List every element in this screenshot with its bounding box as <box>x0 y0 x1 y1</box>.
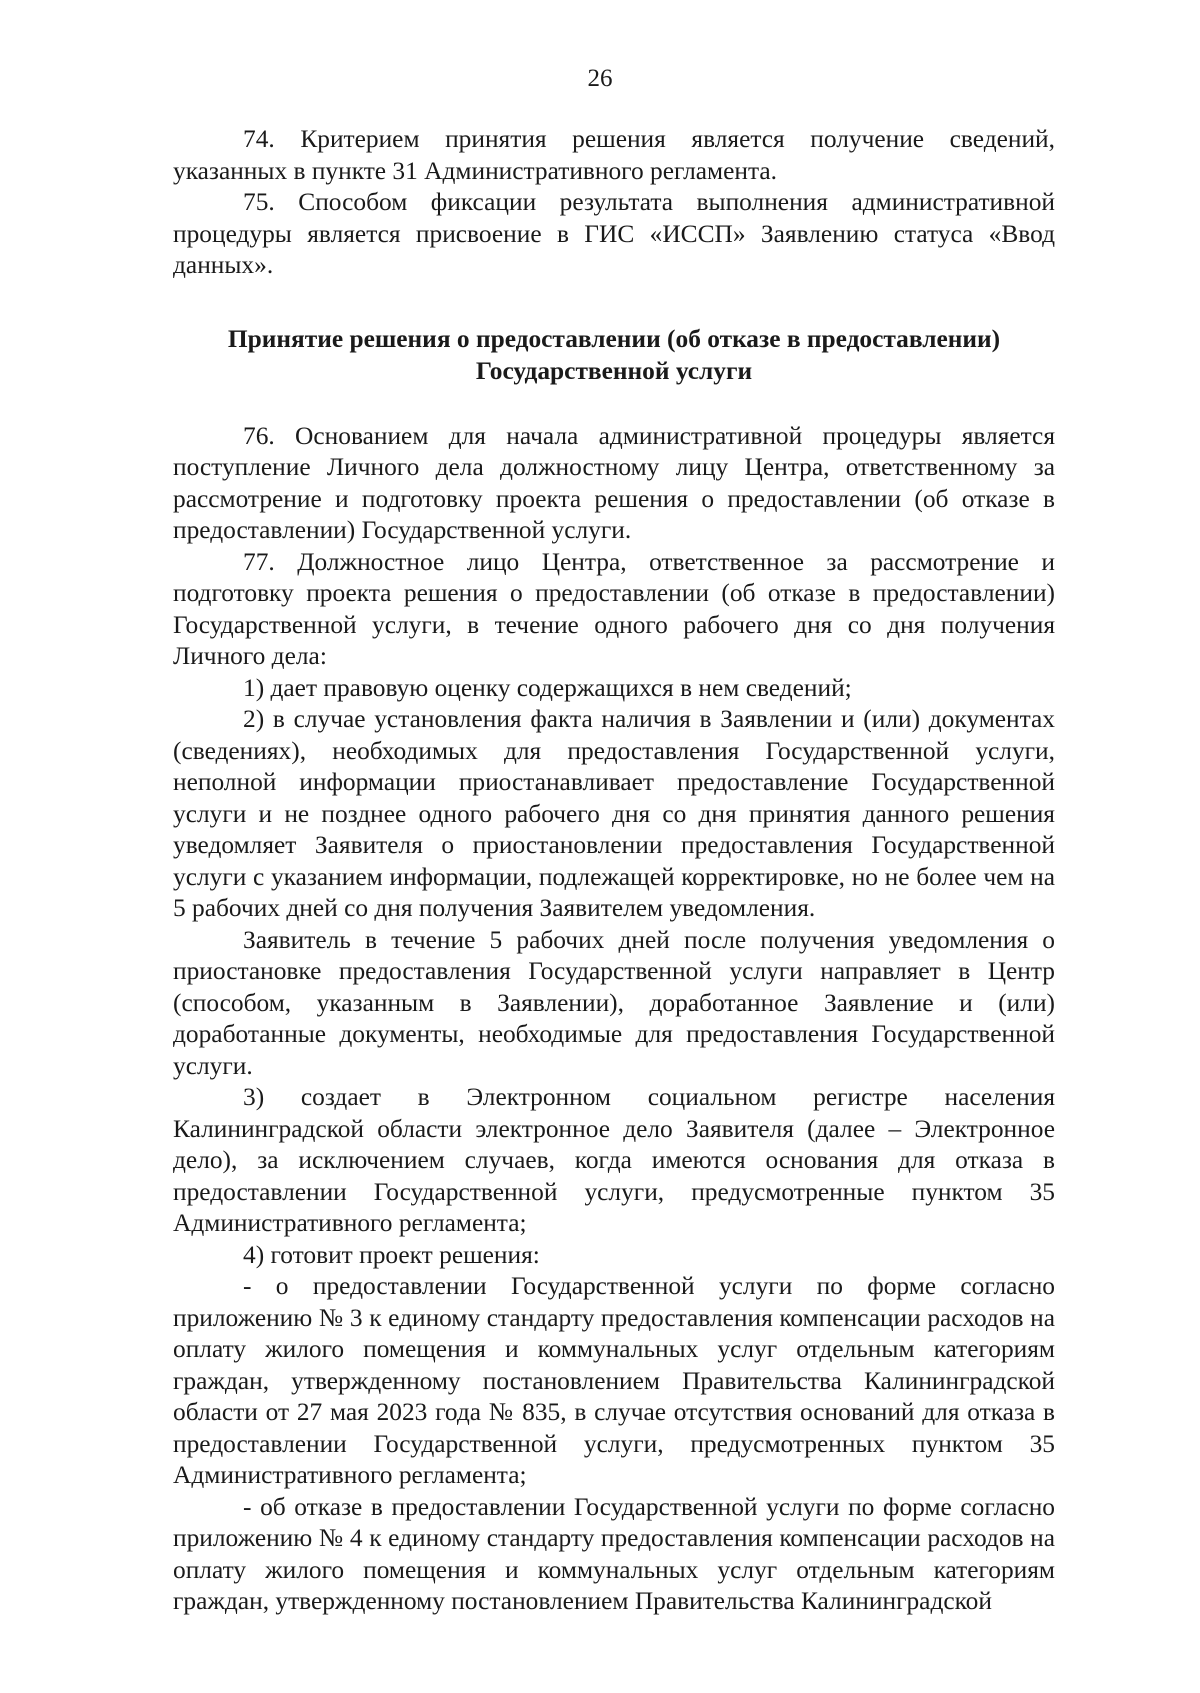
section-heading <box>173 323 1055 387</box>
document-body <box>173 124 1055 1618</box>
section-heading-line-2: Государственной услуги <box>475 356 753 385</box>
list-item-4: 4) готовит проект решения: <box>243 1240 540 1269</box>
paragraph-75: 75. Способом фиксации результата выполнения административной процедуры является присвоение в ГИС «ИССП» Заявлению статуса «Ввод данных». <box>173 188 1055 279</box>
list-item-2: 2) в случае установления факта наличия в Заявлении и (или) документах (сведениях), необходимых для предоставления Государственной услуги, неполной информации приостанавливает предоставление Государственной услуги и не позднее одного рабочего дня со дня принятия данного решения уведомляет Заявителя о приостановлении предоставления Государственной услуги с указанием информации, подлежащей корректировке, но не более чем на 5 рабочих дней со дня получения Заявителем уведомления. <box>173 705 1055 922</box>
paragraph-77: 77. Должностное лицо Центра, ответственное за рассмотрение и подготовку проекта решения о предоставлении (об отказе в предоставлении) Государственной услуги, в течение одного рабочего дня со дня получения Личного дела: <box>173 547 1055 670</box>
paragraph-74: 74. Критерием принятия решения является получение сведений, указанных в пункте 31 Административного регламента. <box>173 125 1055 185</box>
paragraph-76: 76. Основанием для начала административной процедуры является поступление Личного дела должностному лицу Центра, ответственному за рассмотрение и подготовку проекта решения о предоставлении (об отказе в предоставлении) Государственной услуги. <box>173 421 1055 544</box>
section-heading-line-1: Принятие решения о предоставлении (об отказе в предоставлении) <box>227 324 1001 353</box>
list-item-3: 3) создает в Электронном социальном регистре населения Калининградской области электронное дело Заявителя (далее – Электронное дело), за исключением случаев, когда имеются основания для отказа в предоставлении Государственной услуги, предусмотренные пунктом 35 Административного регламента; <box>173 1083 1055 1237</box>
sub-item-grant: - о предоставлении Государственной услуги по форме согласно приложению № 3 к единому стандарту предоставления компенсации расходов на оплату жилого помещения и коммунальных услуг отдельным категориям граждан, утвержденному постановлением Правительства Калининградской области от 27 мая 2023 года № 835, в случае отсутствия оснований для отказа в предоставлении Государственной услуги, предусмотренных пунктом 35 Административного регламента; <box>173 1272 1055 1489</box>
applicant-paragraph: Заявитель в течение 5 рабочих дней после получения уведомления о приостановке предоставления Государственной услуги направляет в Центр (способом, указанным в Заявлении), доработанное Заявление и (или) доработанные документы, необходимые для предоставления Государственной услуги. <box>173 925 1055 1080</box>
sub-item-refusal: - об отказе в предоставлении Государственной услуги по форме согласно приложению № 4 к единому стандарту предоставления компенсации расходов на оплату жилого помещения и коммунальных услуг отдельным категориям граждан, утвержденному постановлением Правительства Калининградской <box>173 1492 1055 1615</box>
page-number: 26 <box>587 65 613 92</box>
list-item-1: 1) дает правовую оценку содержащихся в нем сведений; <box>243 673 852 702</box>
